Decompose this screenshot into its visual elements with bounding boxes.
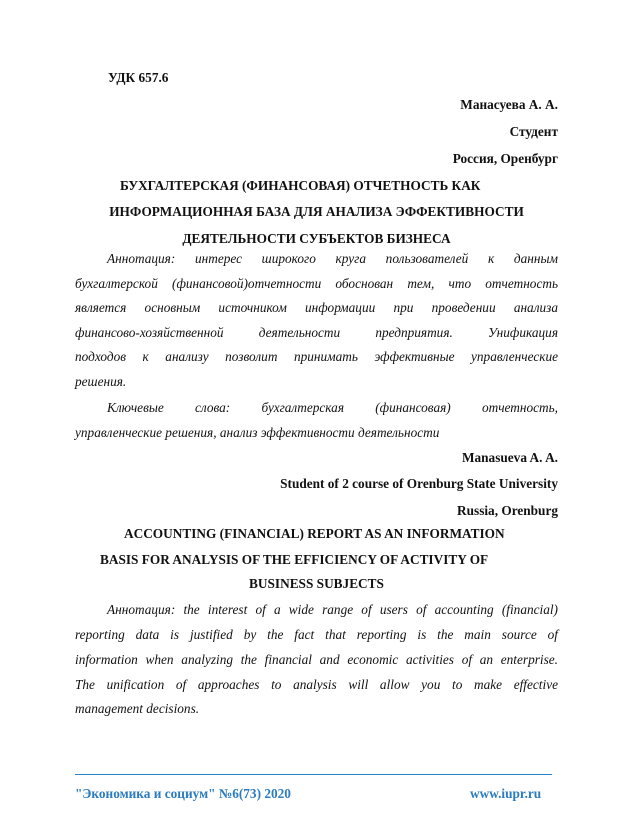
abstract-ru-line-4: финансово-хозяйственной деятельности предприятия. Унификация bbox=[75, 325, 558, 340]
abstract-en-line-1: Аннотация: the interest of a wide range of users of accounting (financial) bbox=[107, 602, 558, 617]
abstract-en-line-3: information when analyzing the financial and economic activities of an enterprise. bbox=[75, 652, 558, 667]
abstract-ru-line-2: бухгалтерской (финансовой)отчетности обоснован тем, что отчетность bbox=[75, 276, 558, 291]
position-ru: Студент bbox=[509, 124, 558, 139]
position-en: Student of 2 course of Orenburg State University bbox=[280, 476, 558, 491]
footer-divider bbox=[75, 774, 552, 775]
title-ru-line-3: ДЕЯТЕЛЬНОСТИ СУБЪЕКТОВ БИЗНЕСА bbox=[182, 231, 451, 246]
title-en-line-2: BASIS FOR ANALYSIS OF THE EFFICIENCY OF ACTIVITY OF bbox=[100, 552, 489, 567]
abstract-en-line-2: reporting data is justified by the fact that reporting is the main source of bbox=[75, 627, 558, 642]
title-en-line-3: BUSINESS SUBJECTS bbox=[249, 576, 384, 591]
abstract-ru-line-1: Аннотация: интерес широкого круга пользователей к данным bbox=[107, 251, 558, 266]
author-ru: Манасуева А. А. bbox=[460, 97, 558, 112]
title-en-line-1: ACCOUNTING (FINANCIAL) REPORT AS AN INFORMATION bbox=[124, 526, 505, 541]
keywords-ru-line-1: Ключевые слова: бухгалтерская (финансовая) отчетность, bbox=[107, 400, 558, 415]
abstract-ru-line-5: подходов к анализу позволит принимать эффективные управленческие bbox=[75, 349, 558, 364]
title-ru-line-2: ИНФОРМАЦИОННАЯ БАЗА ДЛЯ АНАЛИЗА ЭФФЕКТИВНОСТИ bbox=[109, 204, 524, 219]
location-ru: Россия, Оренбург bbox=[452, 151, 558, 166]
udk-code: УДК 657.6 bbox=[108, 70, 169, 85]
location-en: Russia, Orenburg bbox=[457, 503, 558, 518]
abstract-ru-line-3: является основным источником информации при проведении анализа bbox=[75, 300, 558, 315]
title-ru-line-1: БУХГАЛТЕРСКАЯ (ФИНАНСОВАЯ) ОТЧЕТНОСТЬ КАК bbox=[120, 178, 481, 193]
abstract-ru-line-6: решения. bbox=[75, 374, 127, 389]
journal-citation: "Экономика и социум" №6(73) 2020 bbox=[75, 786, 291, 801]
author-en: Manasueva A. A. bbox=[461, 450, 558, 465]
journal-website-link[interactable]: www.iupr.ru bbox=[470, 786, 542, 801]
abstract-en-line-5: management decisions. bbox=[75, 701, 200, 716]
abstract-en-line-4: The unification of approaches to analysis will allow you to make effective bbox=[75, 677, 558, 692]
keywords-ru-line-2: управленческие решения, анализ эффективности деятельности bbox=[75, 425, 440, 440]
